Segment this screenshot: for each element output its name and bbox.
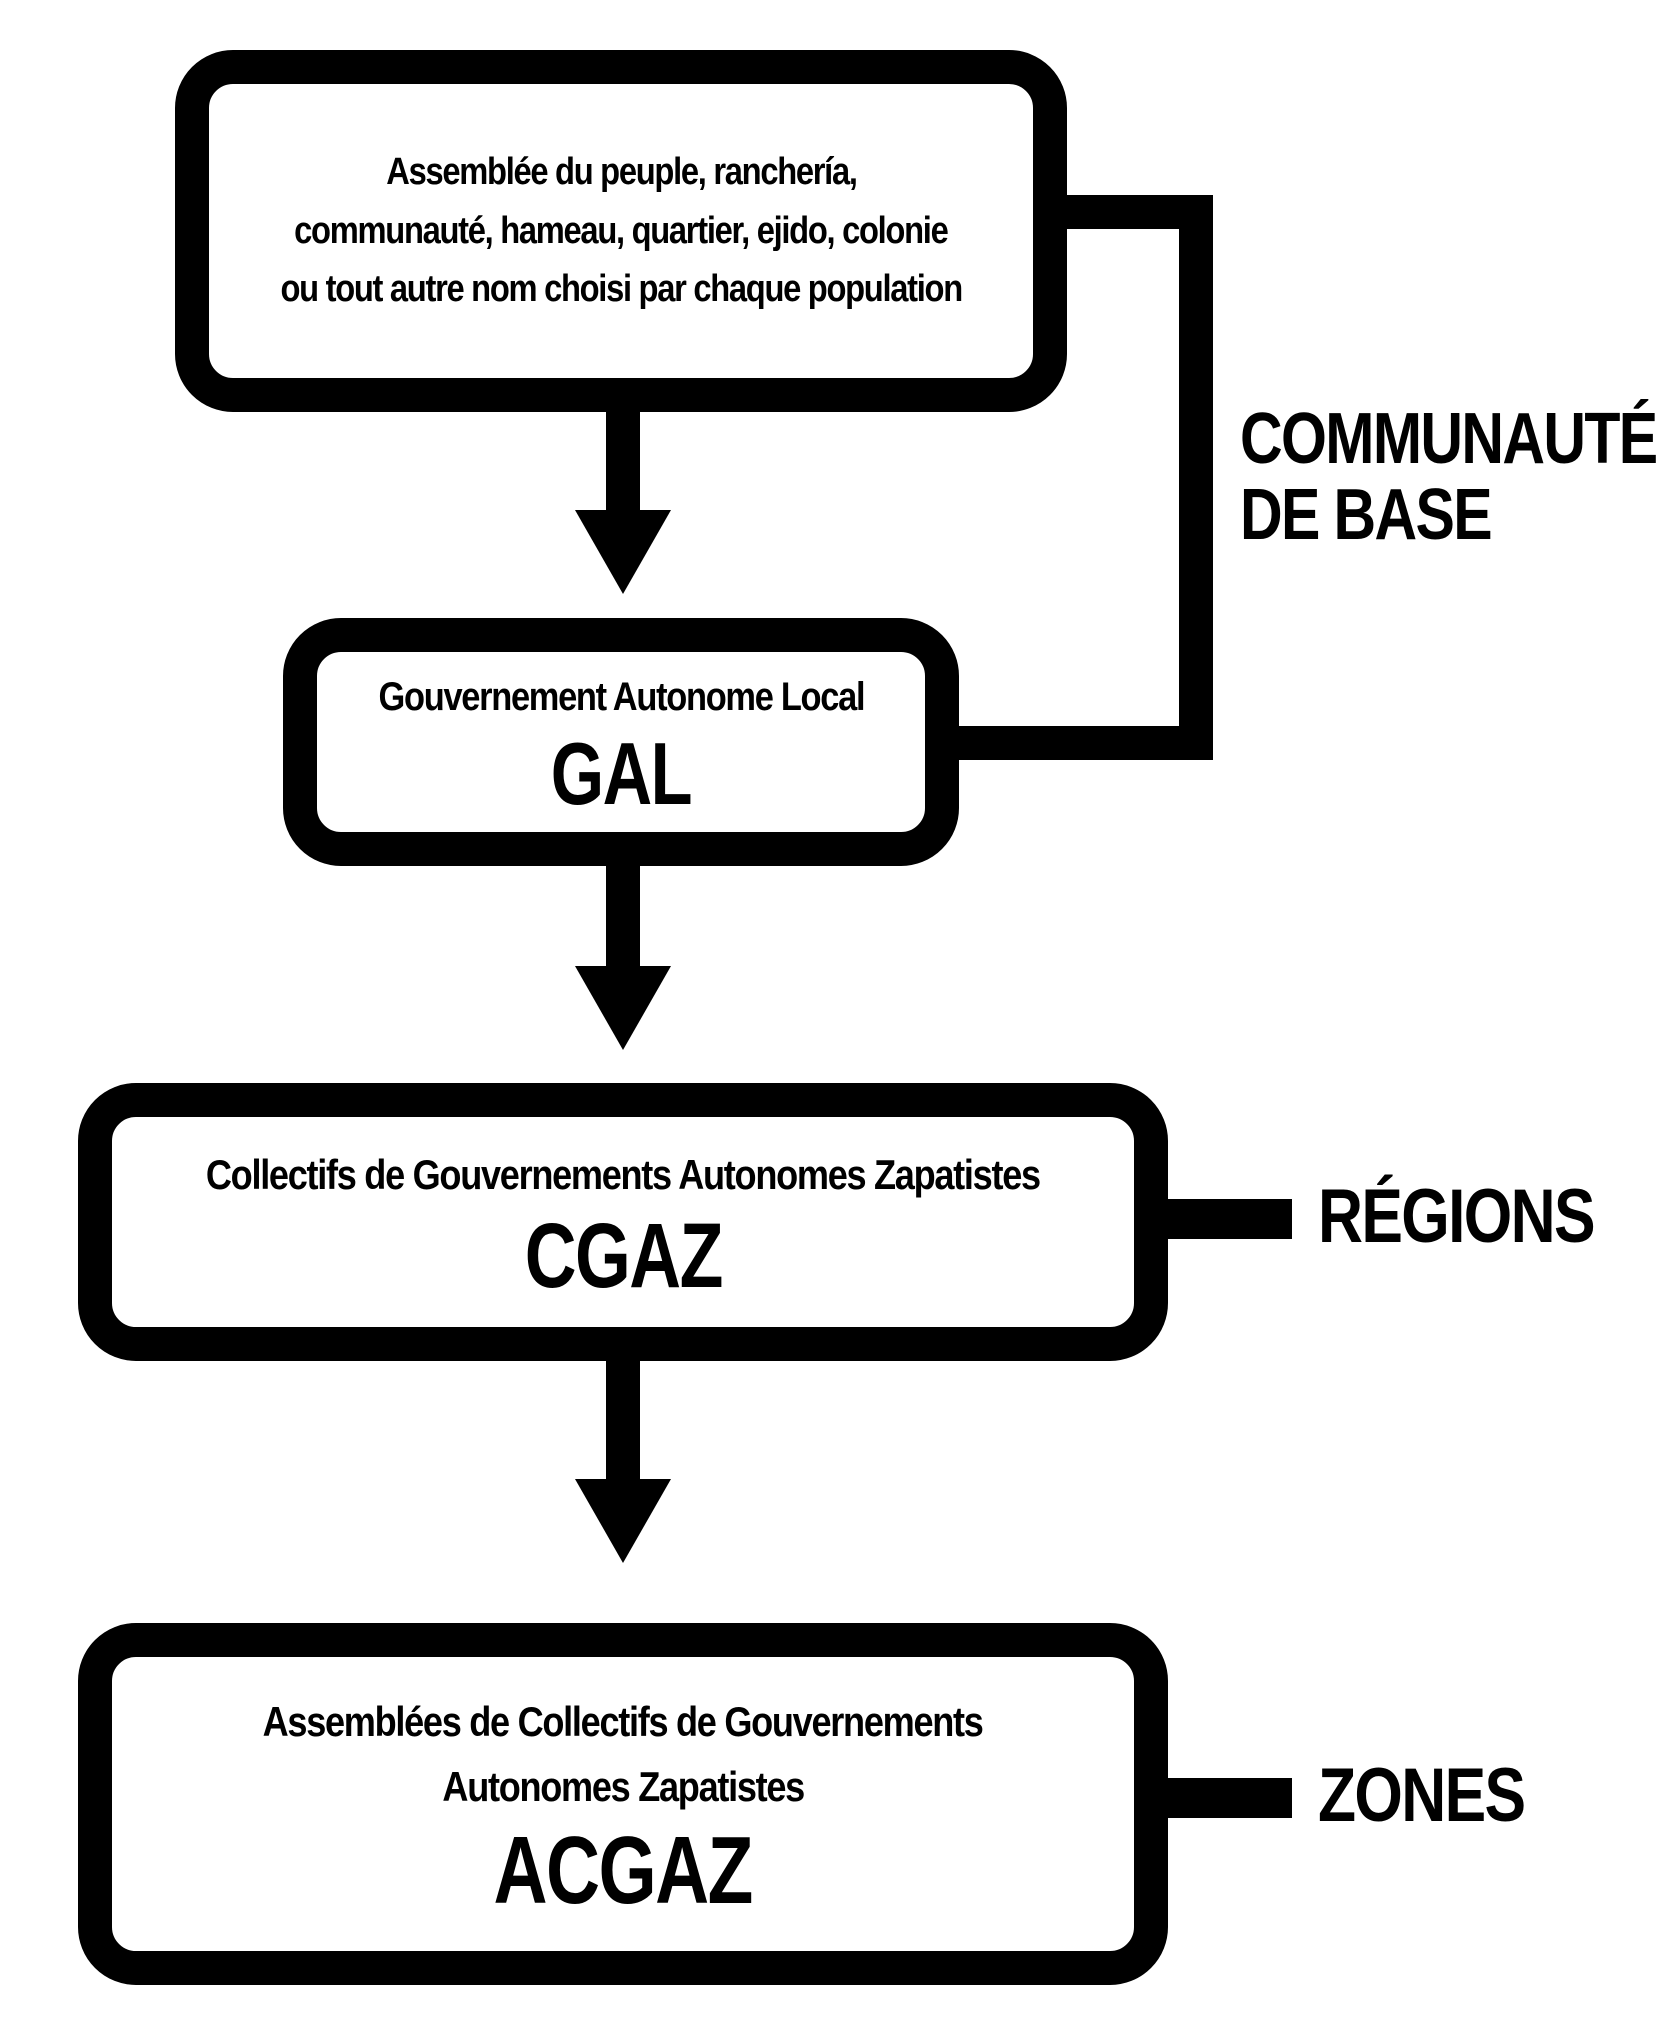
community-level-line-2: DE BASE (1240, 474, 1491, 555)
cgaz-box (78, 1083, 1168, 1361)
regions-level-label: RÉGIONS (1318, 1174, 1594, 1259)
cgaz-full-name: Collectifs de Gouvernements Autonomes Zapatistes (206, 1151, 1040, 1199)
acgaz-abbr: ACGAZ (493, 1817, 753, 1925)
arrow-head-3 (575, 1479, 671, 1563)
community-level-label (1240, 399, 1657, 555)
zones-connector (1160, 1778, 1292, 1818)
zones-level-label: ZONES (1318, 1753, 1525, 1838)
assembly-line-3: ou tout autre nom choisi par chaque population (280, 268, 962, 311)
arrow-head-2 (575, 966, 671, 1050)
assembly-box (175, 50, 1067, 412)
acgaz-line-2: Autonomes Zapatistes (442, 1763, 804, 1810)
community-level-line-1: COMMUNAUTÉ (1240, 399, 1657, 479)
regions-connector (1160, 1199, 1292, 1239)
gal-box (283, 618, 959, 866)
acgaz-box (78, 1623, 1168, 1985)
gal-abbr: GAL (550, 724, 692, 823)
arrow-shaft-2 (606, 858, 640, 970)
arrow-head-1 (575, 510, 671, 594)
arrow-shaft-3 (606, 1351, 640, 1483)
arrow-shaft-1 (606, 406, 640, 514)
assembly-line-1: Assemblée du peuple, ranchería, (385, 150, 857, 193)
cgaz-abbr: CGAZ (524, 1204, 722, 1307)
acgaz-line-1: Assemblées de Collectifs de Gouvernements (263, 1697, 983, 1745)
gal-full-name: Gouvernement Autonome Local (378, 675, 864, 719)
assembly-line-2: communauté, hameau, quartier, ejido, colonie (294, 209, 948, 252)
